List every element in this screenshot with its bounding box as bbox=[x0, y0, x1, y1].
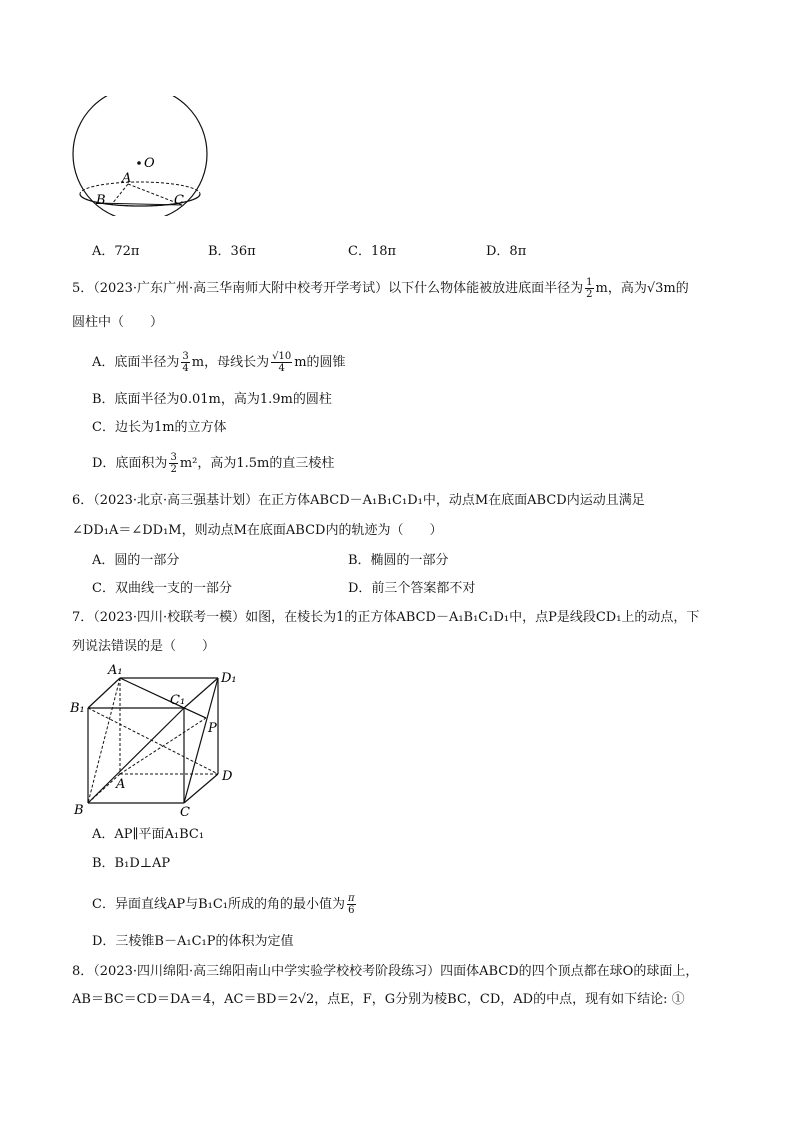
q6-stem-line1: 6．（2023·北京·高三强基计划）在正方体ABCD－A₁B₁C₁D₁中，动点M在底面ABCD内运动且满足 bbox=[72, 493, 645, 508]
q5-stem-text: 5．（2023·广东广州·高三华南师大附中校考开学考试）以下什么物体能被放进底面半径为 bbox=[72, 281, 584, 296]
q5-option-a[interactable]: A．底面半径为 $\frac{3}{4}$ m，母线长为 $\frac{√10}{4}$ m的圆锥 bbox=[92, 351, 346, 374]
q7-option-a[interactable]: A．AP∥平面A₁BC₁ bbox=[92, 827, 205, 842]
seg-a-p bbox=[120, 718, 206, 774]
q7-option-b[interactable]: B．B₁D⊥AP bbox=[92, 856, 171, 871]
label-c: C bbox=[180, 805, 190, 820]
diag-b-c1 bbox=[88, 708, 184, 803]
q4-option-b[interactable]: B．36π bbox=[208, 244, 256, 259]
q5-stem-line2: 圆柱中（ ） bbox=[72, 315, 164, 330]
q6-option-b[interactable]: B．椭圆的一部分 bbox=[348, 553, 449, 568]
sphere-outline bbox=[73, 96, 207, 216]
q5-stem-line1: 5．（2023·广东广州·高三华南师大附中校考开学考试）以下什么物体能被放进底面半径为 $\frac{1}{2}$ m，高为√3m的 bbox=[72, 277, 689, 300]
q4-option-c[interactable]: C．18π bbox=[348, 244, 397, 259]
q6-option-c[interactable]: C．双曲线一支的一部分 bbox=[92, 581, 232, 596]
q6-stem-line2: ∠DD₁A＝∠DD₁M，则动点M在底面ABCD内的轨迹为（ ） bbox=[72, 523, 443, 538]
label-p: P bbox=[208, 721, 217, 736]
edge-d-c bbox=[184, 774, 218, 803]
q8-stem-line2: AB＝BC＝CD＝DA＝4，AC＝BD＝2√2，点E，F，G分别为棱BC，CD，AD的中点，现有如下结论: ① bbox=[72, 992, 685, 1007]
q8-stem-line1: 8．（2023·四川绵阳·高三绵阳南山中学实验学校校考阶段练习）四面体ABCD的四个顶点都在球O的球面上， bbox=[72, 964, 699, 979]
seg-c1-p bbox=[184, 708, 206, 718]
label-a1: A₁ bbox=[108, 663, 123, 678]
label-c1: C₁ bbox=[170, 693, 186, 708]
label-b: B bbox=[74, 803, 84, 818]
q5-sqrt3: √3 bbox=[646, 281, 664, 296]
q6-option-a[interactable]: A．圆的一部分 bbox=[92, 553, 180, 568]
q5-fraction: $\frac{1}{2}$ bbox=[586, 277, 593, 300]
q7-option-c[interactable]: C．异面直线AP与B₁C₁所成的角的最小值为 $\frac{\pi}{6}$ bbox=[92, 893, 355, 916]
edge-a1-b1 bbox=[88, 678, 120, 708]
diag-c-d1 bbox=[184, 678, 218, 803]
label-o: O bbox=[144, 156, 155, 171]
label-d1: D₁ bbox=[221, 671, 237, 686]
q5-option-b[interactable]: B．底面半径为0.01m，高为1.9m的圆柱 bbox=[92, 392, 332, 407]
edge-d1-c1 bbox=[184, 678, 218, 708]
q7-stem-line1: 7．（2023·四川·校联考一模）如图，在棱长为1的正方体ABCD－A₁B₁C₁D₁中，点P是线段CD₁上的动点，下 bbox=[72, 610, 700, 625]
label-d: D bbox=[222, 769, 233, 784]
cube-figure bbox=[66, 660, 246, 820]
q5-option-c[interactable]: C．边长为1m的立方体 bbox=[92, 420, 227, 435]
label-b: B bbox=[96, 193, 106, 208]
label-c: C bbox=[174, 193, 184, 208]
label-a: A bbox=[122, 171, 132, 186]
center-point-o bbox=[137, 161, 141, 165]
label-a: A bbox=[116, 777, 126, 792]
sphere-figure bbox=[66, 96, 216, 216]
q5-option-d[interactable]: D．底面积为 $\frac{3}{2}$ m²，高为1.5m的直三棱柱 bbox=[92, 452, 335, 475]
diag-b1-d bbox=[88, 708, 218, 774]
q7-stem-line2: 列说法错误的是（ ） bbox=[72, 639, 216, 654]
q4-option-a[interactable]: A．72π bbox=[92, 244, 140, 259]
q4-option-d[interactable]: D．8π bbox=[486, 244, 527, 259]
q7-option-d[interactable]: D．三棱锥B－A₁C₁P的体积为定值 bbox=[92, 934, 294, 949]
segment-ab bbox=[112, 184, 128, 204]
q6-option-d[interactable]: D．前三个答案都不对 bbox=[348, 581, 476, 596]
label-b1: B₁ bbox=[70, 701, 85, 716]
